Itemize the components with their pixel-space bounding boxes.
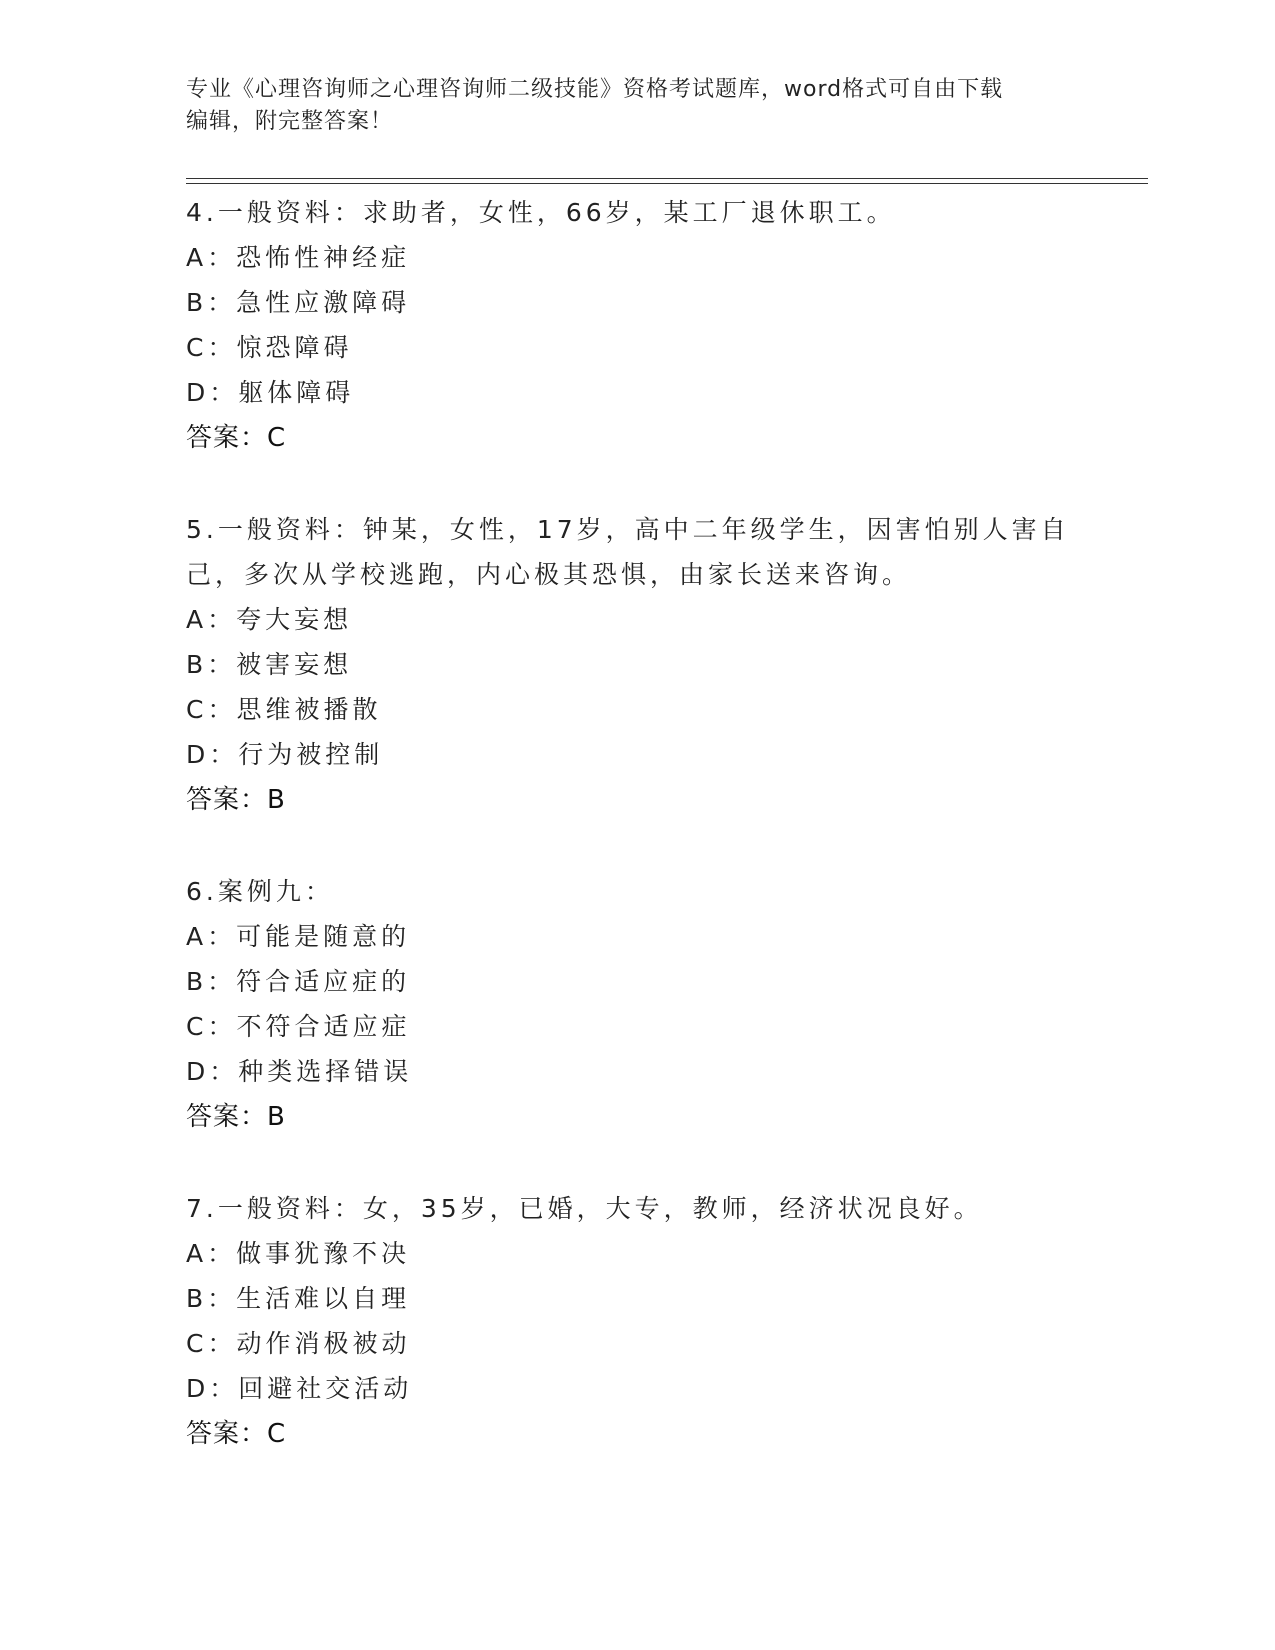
option-d: D：回避社交活动	[186, 1374, 413, 1403]
option-b: B：生活难以自理	[186, 1284, 411, 1313]
question-stem: 6.案例九：	[186, 877, 334, 906]
option-a: A：做事犹豫不决	[186, 1239, 411, 1268]
question-stem: 7.一般资料：女，35岁，已婚，大专，教师，经济状况良好。	[186, 1194, 983, 1223]
question-list	[186, 190, 1146, 1503]
question-7	[186, 1186, 1146, 1457]
option-a: A：恐怖性神经症	[186, 243, 411, 272]
option-d: D：躯体障碍	[186, 378, 355, 407]
answer-line: 答案：C	[186, 1419, 287, 1449]
question-4	[186, 190, 1146, 461]
option-b: B：被害妄想	[186, 650, 353, 679]
question-6	[186, 869, 1146, 1140]
header-divider-bottom	[186, 183, 1148, 184]
option-a: A：夸大妄想	[186, 605, 353, 634]
option-b: B：急性应激障碍	[186, 288, 411, 317]
option-d: D：行为被控制	[186, 740, 384, 769]
option-c: C：动作消极被动	[186, 1329, 411, 1358]
option-a: A：可能是随意的	[186, 922, 411, 951]
document-header	[186, 74, 1086, 138]
option-c: C：思维被播散	[186, 695, 382, 724]
question-stem: 5.一般资料：钟某，女性，17岁，高中二年级学生，因害怕别人害自	[186, 515, 1070, 544]
answer-line: 答案：B	[186, 1102, 286, 1132]
header-line-2: 编辑，附完整答案！	[186, 109, 394, 134]
option-c: C：不符合适应症	[186, 1012, 411, 1041]
question-stem-continued: 己，多次从学校逃跑，内心极其恐惧，由家长送来咨询。	[186, 560, 912, 589]
header-divider-top	[186, 178, 1148, 179]
answer-line: 答案：B	[186, 785, 286, 815]
option-b: B：符合适应症的	[186, 967, 411, 996]
question-5	[186, 507, 1146, 823]
header-line-1: 专业《心理咨询师之心理咨询师二级技能》资格考试题库，word格式可自由下载	[186, 77, 1004, 102]
option-c: C：惊恐障碍	[186, 333, 353, 362]
option-d: D：种类选择错误	[186, 1057, 413, 1086]
answer-line: 答案：C	[186, 423, 287, 453]
question-stem: 4.一般资料：求助者，女性，66岁，某工厂退休职工。	[186, 198, 896, 227]
